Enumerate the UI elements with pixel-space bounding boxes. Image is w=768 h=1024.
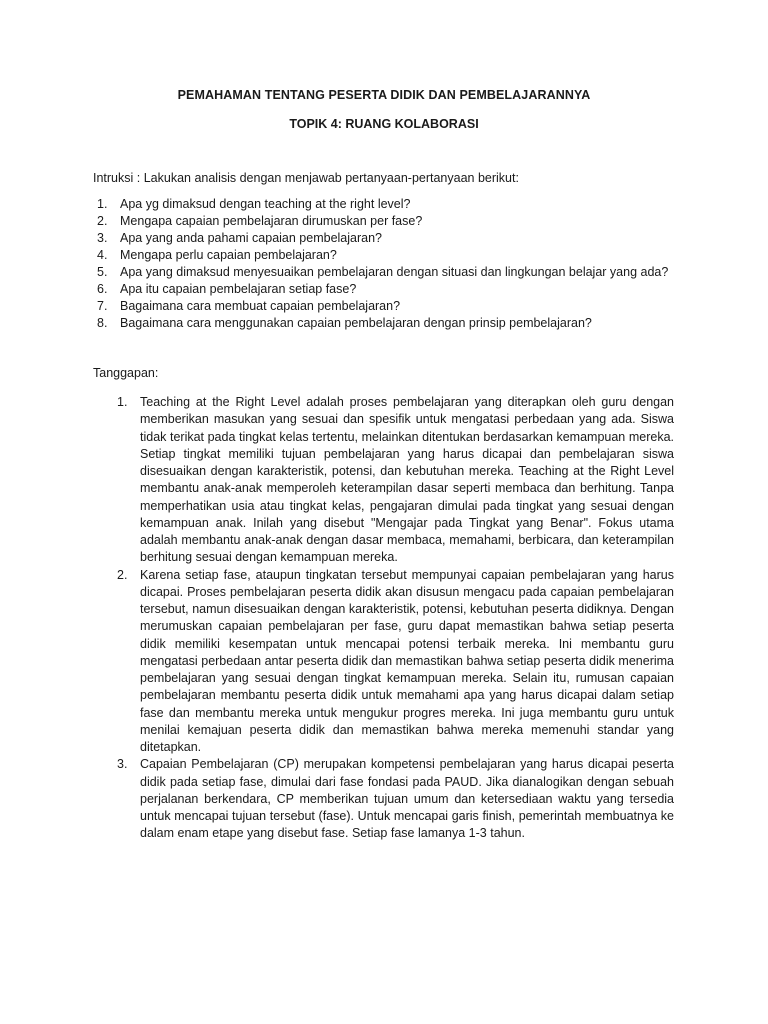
item-number: 6. xyxy=(97,282,108,296)
item-number: 5. xyxy=(97,265,108,279)
item-number: 3. xyxy=(97,231,108,245)
question-text: Mengapa capaian pembelajaran dirumuskan per fase? xyxy=(120,214,423,228)
item-number: 8. xyxy=(97,316,108,330)
instruction-text: Intruksi : Lakukan analisis dengan menjawab pertanyaan-pertanyaan berikut: xyxy=(93,171,519,185)
question-text: Bagaimana cara membuat capaian pembelajaran? xyxy=(120,299,401,313)
question-text: Apa itu capaian pembelajaran setiap fase? xyxy=(120,282,357,296)
item-number: 7. xyxy=(97,299,108,313)
list-item xyxy=(113,567,674,757)
response-text: Capaian Pembelajaran (CP) merupakan kompetensi pembelajaran yang harus dicapai peserta didik pada setiap fase, dimulai dari fase fondasi pada PAUD. Jika dianalogikan dengan sebuah perjalanan berkendara, CP memberikan tujuan umum dan ketersediaan waktu yang tersedia untuk mencapai tujuan tersebut (fase). Untuk mencapai garis finish, pemerintah membuatnya ke dalam enam etape yang disebut fase. Setiap fase lamanya 1-3 tahun. xyxy=(140,757,674,841)
list-item xyxy=(93,264,683,281)
item-number: 3. xyxy=(117,757,128,772)
question-list xyxy=(93,196,683,332)
item-number: 1. xyxy=(97,197,108,211)
item-number: 4. xyxy=(97,248,108,262)
item-number: 2. xyxy=(97,214,108,228)
list-item xyxy=(93,213,683,230)
question-text: Apa yang dimaksud menyesuaikan pembelajaran dengan situasi dan lingkungan belajar yang ada? xyxy=(120,265,669,279)
list-item xyxy=(93,247,683,264)
question-text: Apa yang anda pahami capaian pembelajaran? xyxy=(120,231,382,245)
response-text: Teaching at the Right Level adalah proses pembelajaran yang diterapkan oleh guru dengan memberikan masukan yang sesuai dan spesifik untuk mengatasi perbedaan yang ada. Siswa tidak terikat pada tingkat kelas tertentu, melainkan ditentukan berdasarkan kemampuan mereka. Setiap tingkat memiliki tujuan pembelajaran yang harus dicapai dan pembelajaran siswa disesuaikan dengan karakteristik, potensi, dan kebutuhan mereka. Teaching at the Right Level membantu anak-anak memperoleh keterampilan dasar seperti membaca dan berhitung. Tanpa memperhatikan usia atau tingkat kelas, pengajaran dimulai pada tingkat yang sesuai dengan kemampuan anak. Inilah yang disebut "Mengajar pada Tingkat yang Benar". Fokus utama adalah membantu anak-anak dengan dasar membaca, memahami, berbicara, dan keterampilan berhitung sesuai dengan kemampuan mereka. xyxy=(140,395,674,565)
question-text: Bagaimana cara menggunakan capaian pembelajaran dengan prinsip pembelajaran? xyxy=(120,316,592,330)
list-item xyxy=(93,281,683,298)
document-subtitle: TOPIK 4: RUANG KOLABORASI xyxy=(289,117,479,131)
question-text: Mengapa perlu capaian pembelajaran? xyxy=(120,248,337,262)
question-text: Apa yg dimaksud dengan teaching at the right level? xyxy=(120,197,411,211)
document-title: PEMAHAMAN TENTANG PESERTA DIDIK DAN PEMBELAJARANNYA xyxy=(177,88,591,102)
list-item xyxy=(93,196,683,213)
list-item xyxy=(93,230,683,247)
item-number: 1. xyxy=(117,395,128,409)
item-number: 2. xyxy=(117,567,128,582)
list-item xyxy=(93,315,683,332)
list-item xyxy=(113,756,674,842)
list-item xyxy=(93,298,683,315)
response-list xyxy=(113,394,674,843)
response-text: Karena setiap fase, ataupun tingkatan tersebut mempunyai capaian pembelajaran yang harus dicapai. Proses pembelajaran peserta didik akan disusun mengacu pada capaian pembelajaran tersebut, namun disesuaikan dengan karakteristik, potensi, kebutuhan peserta didiknya. Dengan merumuskan capaian pembelajaran per fase, guru dapat memastikan bahwa setiap peserta didik memiliki kesempatan untuk mencapai potensi terbaik mereka. Ini membantu guru mengatasi perbedaan antar peserta didik dan memastikan bahwa setiap peserta didik menerima pembelajaran yang sesuai dengan tingkat kemampuan mereka. Selain itu, rumusan capaian pembelajaran membantu peserta didik untuk memahami apa yang harus dicapai dalam setiap fase dan membantu mereka untuk mengukur progres mereka. Ini juga membantu guru untuk menilai kemajuan peserta didik dan memastikan bahwa mereka memenuhi standar yang ditetapkan. xyxy=(140,567,674,754)
list-item xyxy=(113,394,674,567)
responses-heading: Tanggapan: xyxy=(93,366,159,380)
